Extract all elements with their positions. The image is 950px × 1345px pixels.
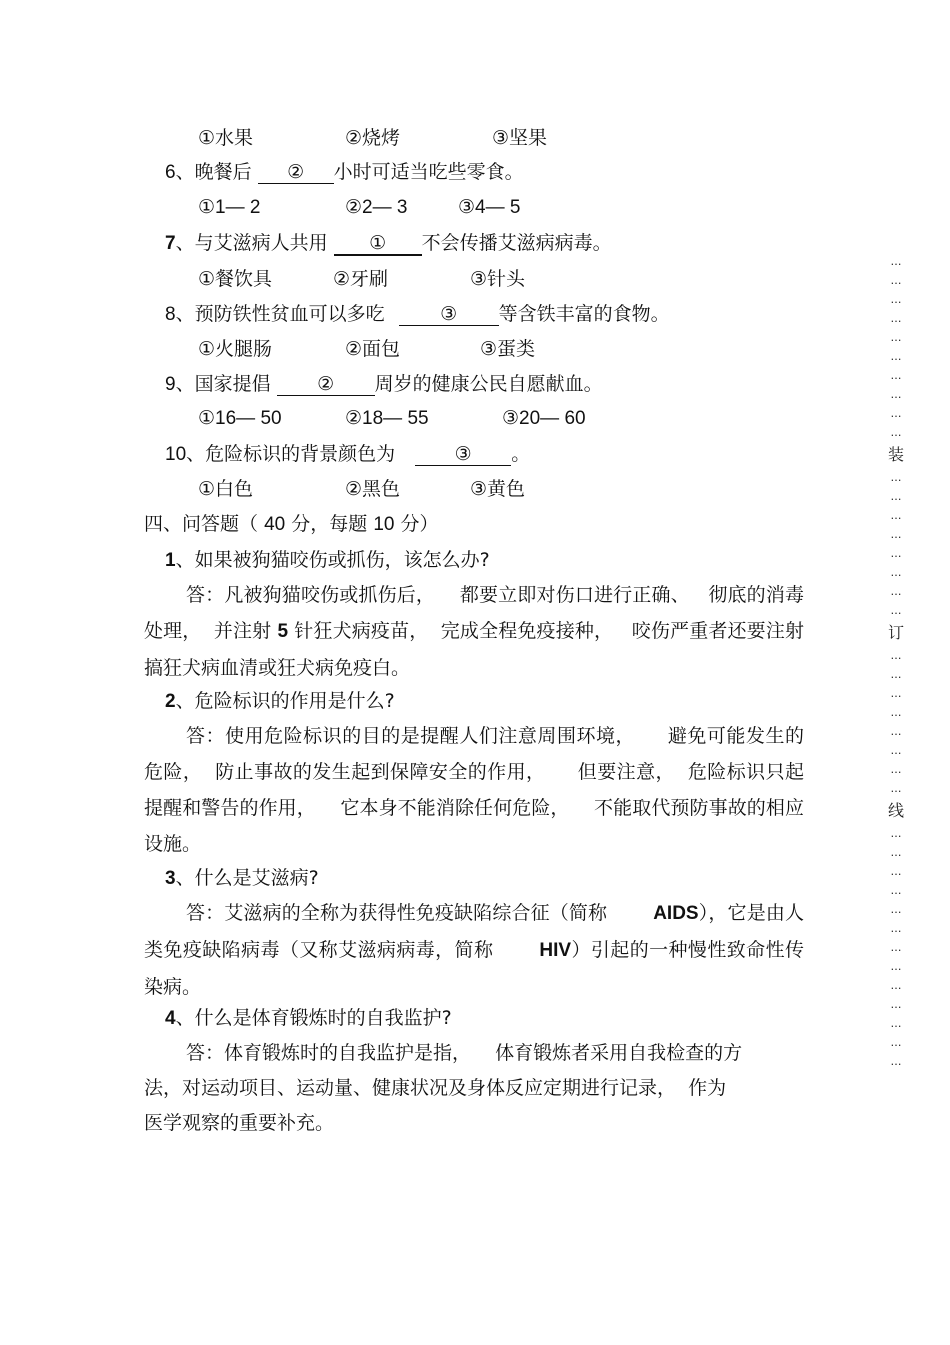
qa-3-answer-part-a: 答：艾滋病的全称为获得性免疫缺陷综合征（简称 — [186, 902, 608, 924]
q8-number: 8 — [165, 304, 176, 325]
qa-4-answer-line-1: 答：体育锻炼时的自我监护是指， 体育锻炼者采用自我检查的方 — [186, 1042, 743, 1064]
qa-3-answer — [144, 895, 804, 1005]
q10-option-2: ②黑色 — [345, 478, 401, 500]
q8-answer-blank: ③ — [399, 303, 499, 326]
q8-option-1: ①火腿肠 — [198, 338, 273, 360]
q9-option-1: ①16— 50 — [198, 408, 282, 429]
q7-answer-blank: ① — [334, 232, 422, 256]
q10-suffix: 。 — [511, 443, 531, 465]
qa-4-answer-line-3: 医学观察的重要补充。 — [144, 1112, 335, 1134]
q10-option-3: ③黄色 — [470, 478, 526, 500]
q9-number: 9 — [165, 374, 176, 395]
qa-2-question-text: 、危险标识的作用是什么? — [175, 690, 395, 712]
q8-option-2: ②面包 — [345, 338, 401, 360]
qa-4-number: 4 — [165, 1008, 176, 1029]
qa-1-answer — [144, 577, 804, 686]
q9-prefix: 、国家提倡 — [175, 373, 271, 395]
q5-option-2: ②烧烤 — [345, 127, 401, 149]
binding-char-ding: 订 — [887, 623, 904, 642]
qa-1-question-text: 、如果被狗猫咬伤或抓伤，该怎么办? — [175, 549, 490, 571]
q7-option-1: ①餐饮具 — [198, 268, 273, 290]
q9-option-2: ②18— 55 — [345, 408, 429, 429]
qa-4-answer-line-2: 法，对运动项目、运动量、健康状况及身体反应定期进行记录， 作为 — [144, 1077, 727, 1099]
qa-1-answer-part-a: 答：凡被狗猫咬伤或抓伤后， 都要立即对伤口进行正确、 彻底的消毒处理， 并注射 — [144, 584, 804, 642]
qa-4-question — [165, 1006, 452, 1031]
section-4-title-b: 分，每题 — [291, 513, 368, 535]
section-4-title-a: 四、问答题（ — [144, 513, 259, 535]
qa-2-number: 2 — [165, 691, 176, 712]
q7-option-2: ②牙刷 — [333, 268, 389, 290]
q7-option-3: ③针头 — [470, 268, 526, 290]
q10-option-1: ①白色 — [198, 478, 254, 500]
section-4-each-score: 10 — [373, 514, 395, 535]
qa-3-answer-abbr-hiv: HIV — [539, 940, 572, 961]
binding-dots-3: … … … … … … … … — [890, 649, 902, 795]
q6-option-3: ③4— 5 — [458, 197, 521, 218]
question-10 — [165, 442, 530, 467]
qa-3-answer-part-c: ），它是由人类免疫缺陷病毒（又称艾滋病病毒，简称 — [144, 902, 804, 961]
q5-option-3: ③坚果 — [492, 127, 548, 149]
q5-option-1: ①水果 — [198, 127, 254, 149]
q6-option-2: ②2— 3 — [345, 197, 408, 218]
q9-option-3: ③20— 60 — [502, 408, 586, 429]
binding-char-xian: 线 — [887, 801, 904, 820]
question-7 — [165, 231, 612, 256]
q6-number: 6 — [165, 162, 176, 183]
qa-3-question — [165, 866, 319, 891]
qa-2-answer: 答：使用危险标识的目的是提醒人们注意周围环境， 避免可能发生的危险， 防止事故的发生起到保障安全的作用， 但要注意， 危险标识只起提醒和警告的作用， 它本身不能消除任何危险， 不能取代预防事故的相应设施。 — [144, 725, 804, 855]
q9-suffix: 周岁的健康公民自愿献血。 — [374, 373, 603, 395]
section-4-total-score: 40 — [264, 514, 286, 535]
q6-prefix: 、晚餐后 — [175, 161, 252, 183]
question-6 — [165, 160, 524, 185]
binding-dots-2: … … … … … … … … — [890, 471, 902, 617]
qa-2-question — [165, 689, 395, 714]
binding-margin — [882, 252, 910, 1071]
section-4-title-c: 分） — [400, 513, 439, 535]
qa-1-question — [165, 548, 490, 573]
qa-3-question-text: 、什么是艾滋病? — [175, 867, 319, 889]
q10-number: 10 — [165, 444, 187, 465]
binding-dots-4: … … … … … … … … … … … … … — [890, 827, 902, 1068]
q9-answer-blank: ② — [277, 373, 375, 396]
binding-char-zhuang: 装 — [887, 445, 904, 464]
qa-1-answer-part-b: 5 — [277, 621, 289, 642]
q6-option-1: ①1— 2 — [198, 197, 261, 218]
qa-1-answer-part-c: 针狂犬病疫苗， 完成全程免疫接种， 咬伤严重者还要注射搞狂犬病血清或狂犬病免疫白。 — [144, 620, 804, 679]
q7-suffix: 不会传播艾滋病病毒。 — [421, 232, 612, 254]
binding-dots-1: … … … … … … … … … … — [890, 255, 902, 439]
q8-prefix: 、预防铁性贫血可以多吃 — [175, 303, 385, 325]
q7-prefix: 、与艾滋病人共用 — [175, 232, 328, 254]
qa-3-answer-part-e: ）引起的一种慢性致命性传染病。 — [144, 939, 804, 998]
q10-prefix: 、危险标识的背景颜色为 — [186, 443, 396, 465]
question-9 — [165, 372, 603, 397]
qa-3-number: 3 — [165, 868, 176, 889]
section-4-heading — [144, 512, 439, 537]
q10-answer-blank: ③ — [415, 443, 511, 466]
q8-option-3: ③蛋类 — [480, 338, 536, 360]
qa-3-answer-abbr-aids: AIDS — [653, 903, 699, 924]
q6-suffix: 小时可适当吃些零食。 — [333, 161, 524, 183]
q6-answer-blank: ② — [258, 161, 334, 184]
q7-number: 7 — [165, 233, 176, 254]
q8-suffix: 等含铁丰富的食物。 — [498, 303, 670, 325]
qa-4-question-text: 、什么是体育锻炼时的自我监护? — [175, 1007, 452, 1029]
qa-1-number: 1 — [165, 550, 176, 571]
question-8 — [165, 302, 670, 327]
